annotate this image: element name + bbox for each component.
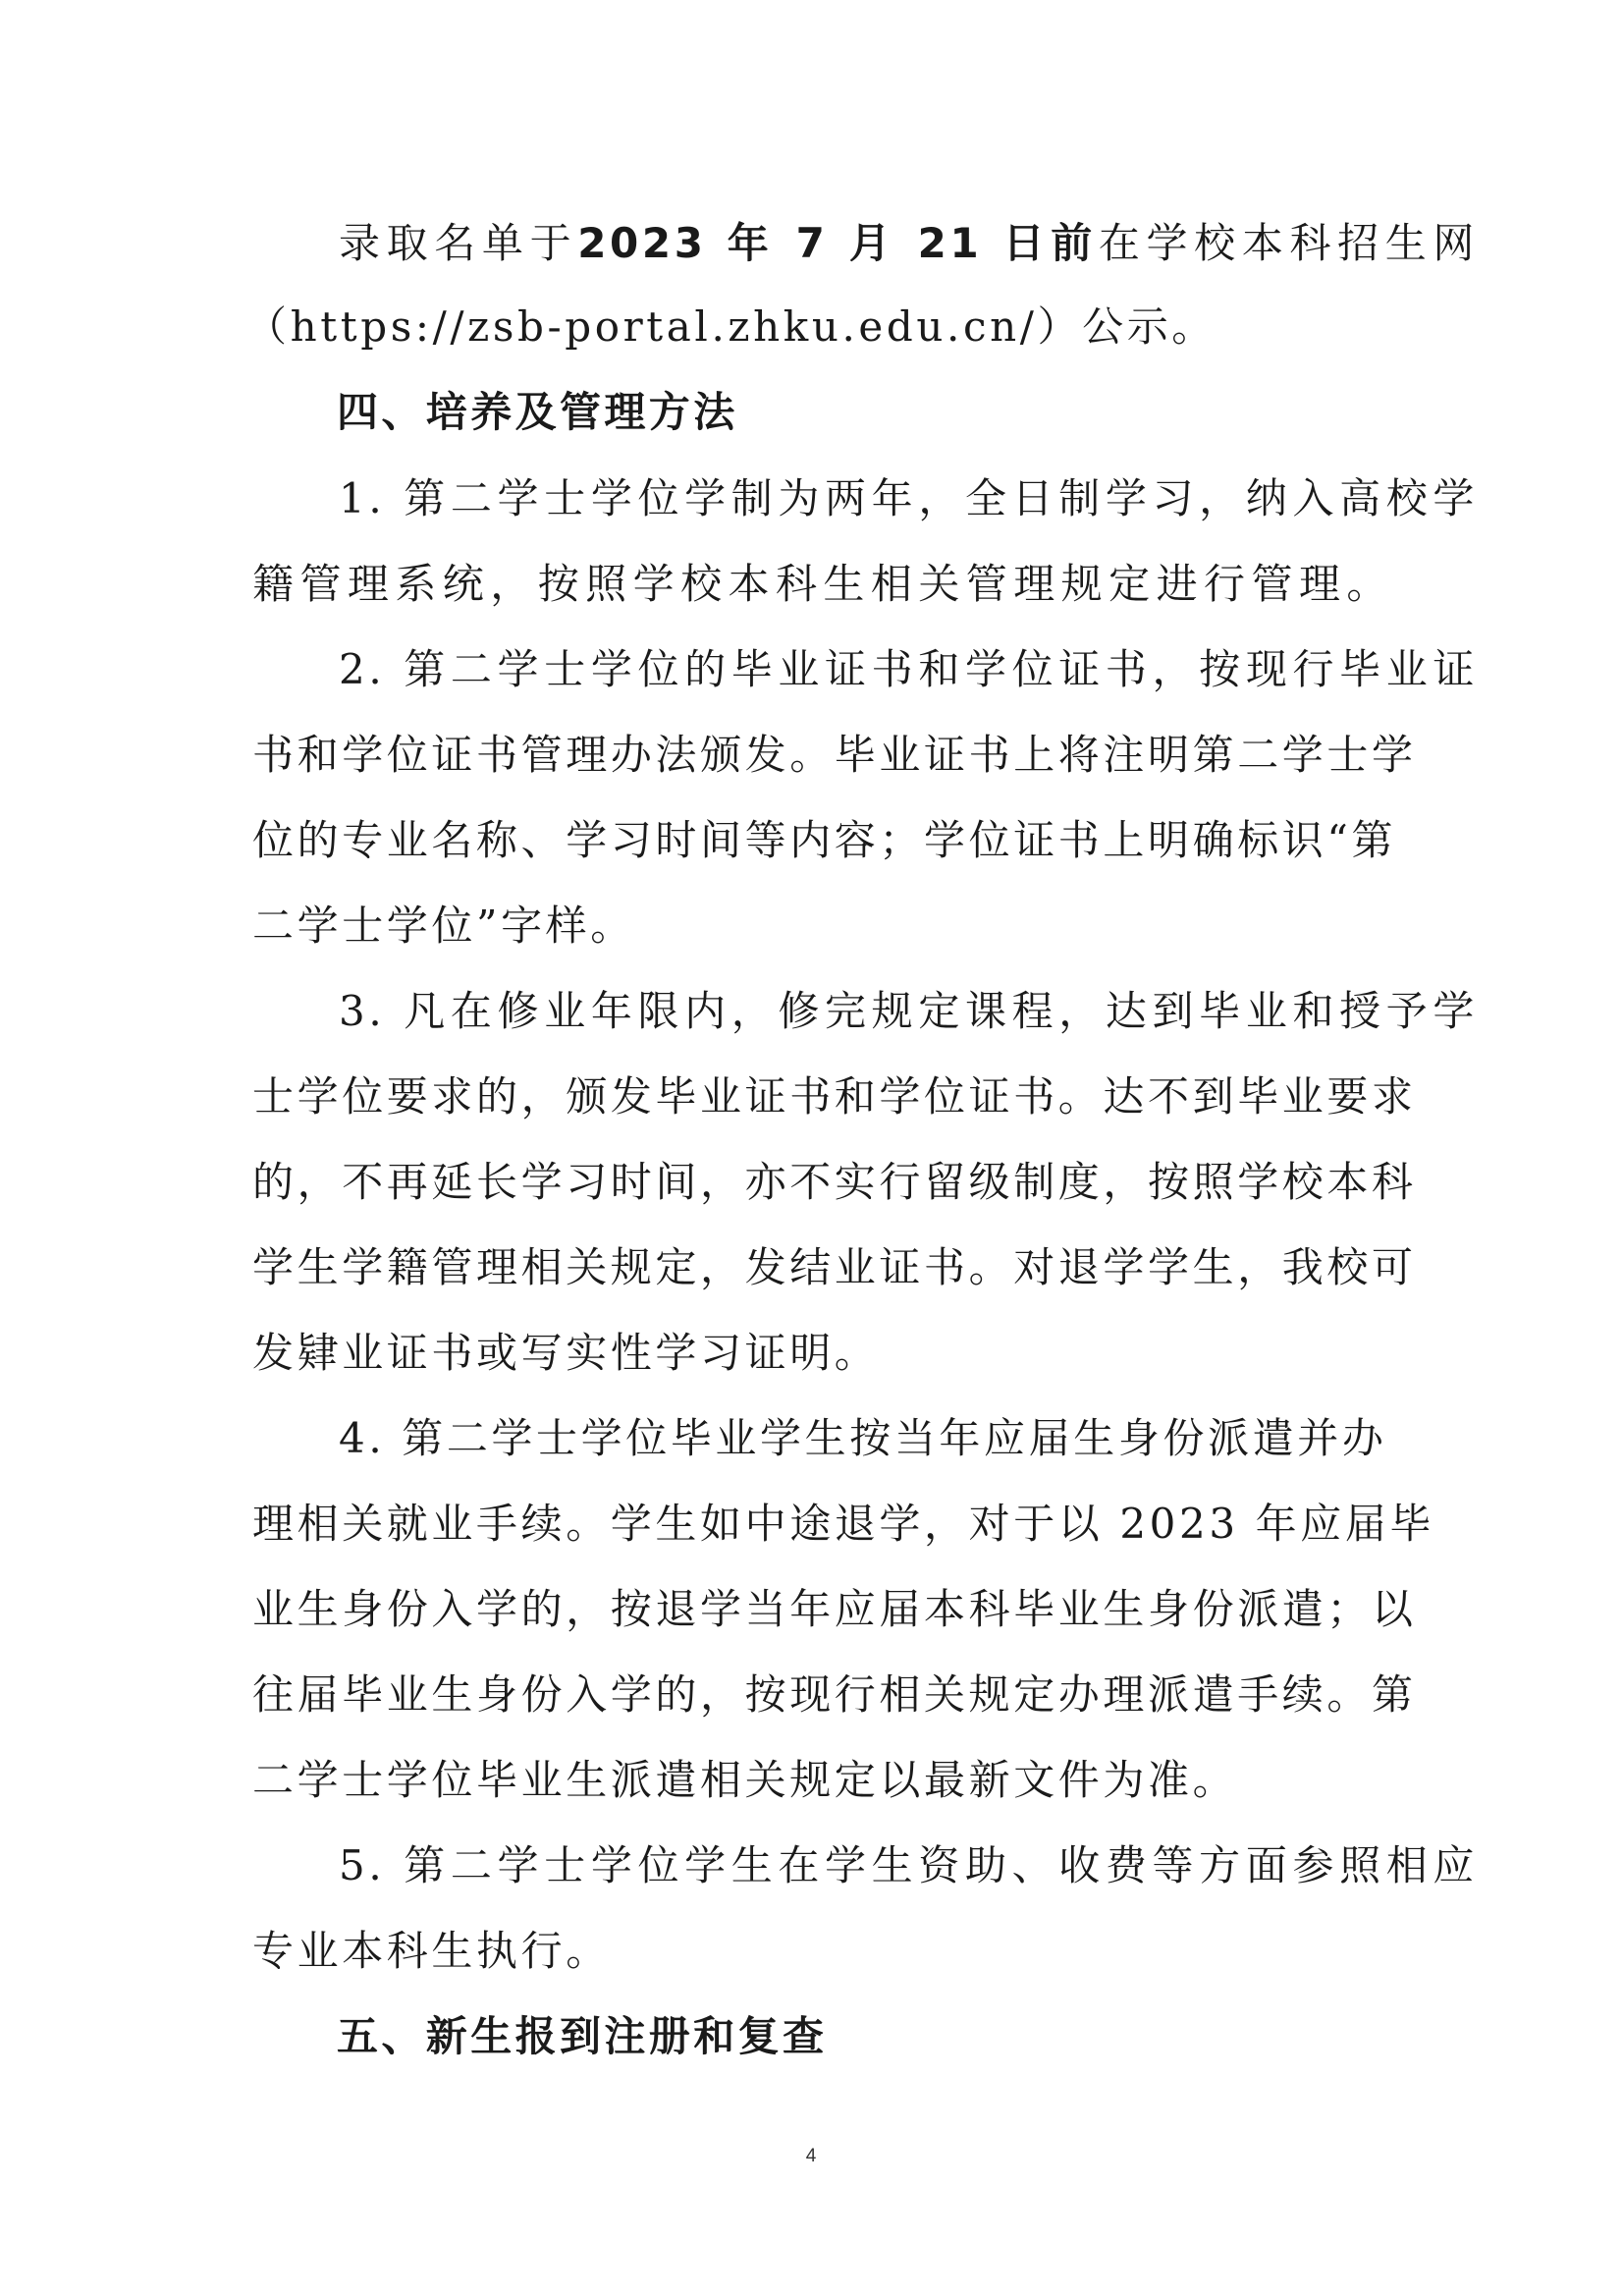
item-2-line-2: 书和学位证书管理办法颁发。毕业证书上将注明第二学士学 xyxy=(252,731,1417,779)
item-1-line-2: 籍管理系统，按照学校本科生相关管理规定进行管理。 xyxy=(252,560,1391,608)
section-4-heading: 四、培养及管理方法 xyxy=(337,388,738,436)
item-3-line-4: 学生学籍管理相关规定，发结业证书。对退学学生，我校可 xyxy=(252,1243,1417,1291)
intro-text-c: 在学校本科招生网 xyxy=(1098,219,1478,267)
item-2-line-4: 二学士学位”字样。 xyxy=(252,902,635,950)
page-number: 4 xyxy=(805,2146,817,2166)
section-5-heading: 五、新生报到注册和复查 xyxy=(337,2012,828,2060)
intro-text-a: 录取名单于 xyxy=(339,219,578,267)
item-2-line-1: 2. 第二学士学位的毕业证书和学位证书，按现行毕业证 xyxy=(339,645,1478,693)
item-4-line-5: 二学士学位毕业生派遣相关规定以最新文件为准。 xyxy=(252,1756,1238,1804)
item-3-line-2: 士学位要求的，颁发毕业证书和学位证书。达不到毕业要求 xyxy=(252,1072,1417,1121)
item-4-line-3: 业生身份入学的，按退学当年应届本科毕业生身份派遣；以 xyxy=(252,1585,1417,1633)
item-4-line-2: 理相关就业手续。学生如中途退学，对于以 2023 年应届毕 xyxy=(252,1500,1434,1548)
intro-line-2: （https://zsb-portal.zhku.edu.cn/）公示。 xyxy=(245,302,1216,351)
item-3-line-3: 的，不再延长学习时间，亦不实行留级制度，按照学校本科 xyxy=(252,1158,1417,1206)
item-4-line-1: 4. 第二学士学位毕业学生按当年应届生身份派遣并办 xyxy=(339,1414,1387,1462)
intro-deadline: 2023 年 7 月 21 日前 xyxy=(577,219,1099,267)
item-2-line-3: 位的专业名称、学习时间等内容；学位证书上明确标识“第 xyxy=(252,816,1397,864)
item-5-line-2: 专业本科生执行。 xyxy=(252,1927,611,1975)
item-1-line-1: 1. 第二学士学位学制为两年，全日制学习，纳入高校学 xyxy=(339,474,1478,522)
item-5-line-1: 5. 第二学士学位学生在学生资助、收费等方面参照相应 xyxy=(339,1841,1478,1889)
item-4-line-4: 往届毕业生身份入学的，按现行相关规定办理派遣手续。第 xyxy=(252,1670,1417,1719)
intro-line-1 xyxy=(339,214,1478,273)
item-3-line-1: 3. 凡在修业年限内，修完规定课程，达到毕业和授予学 xyxy=(339,987,1478,1035)
item-3-line-5: 发肄业证书或写实性学习证明。 xyxy=(252,1329,880,1377)
